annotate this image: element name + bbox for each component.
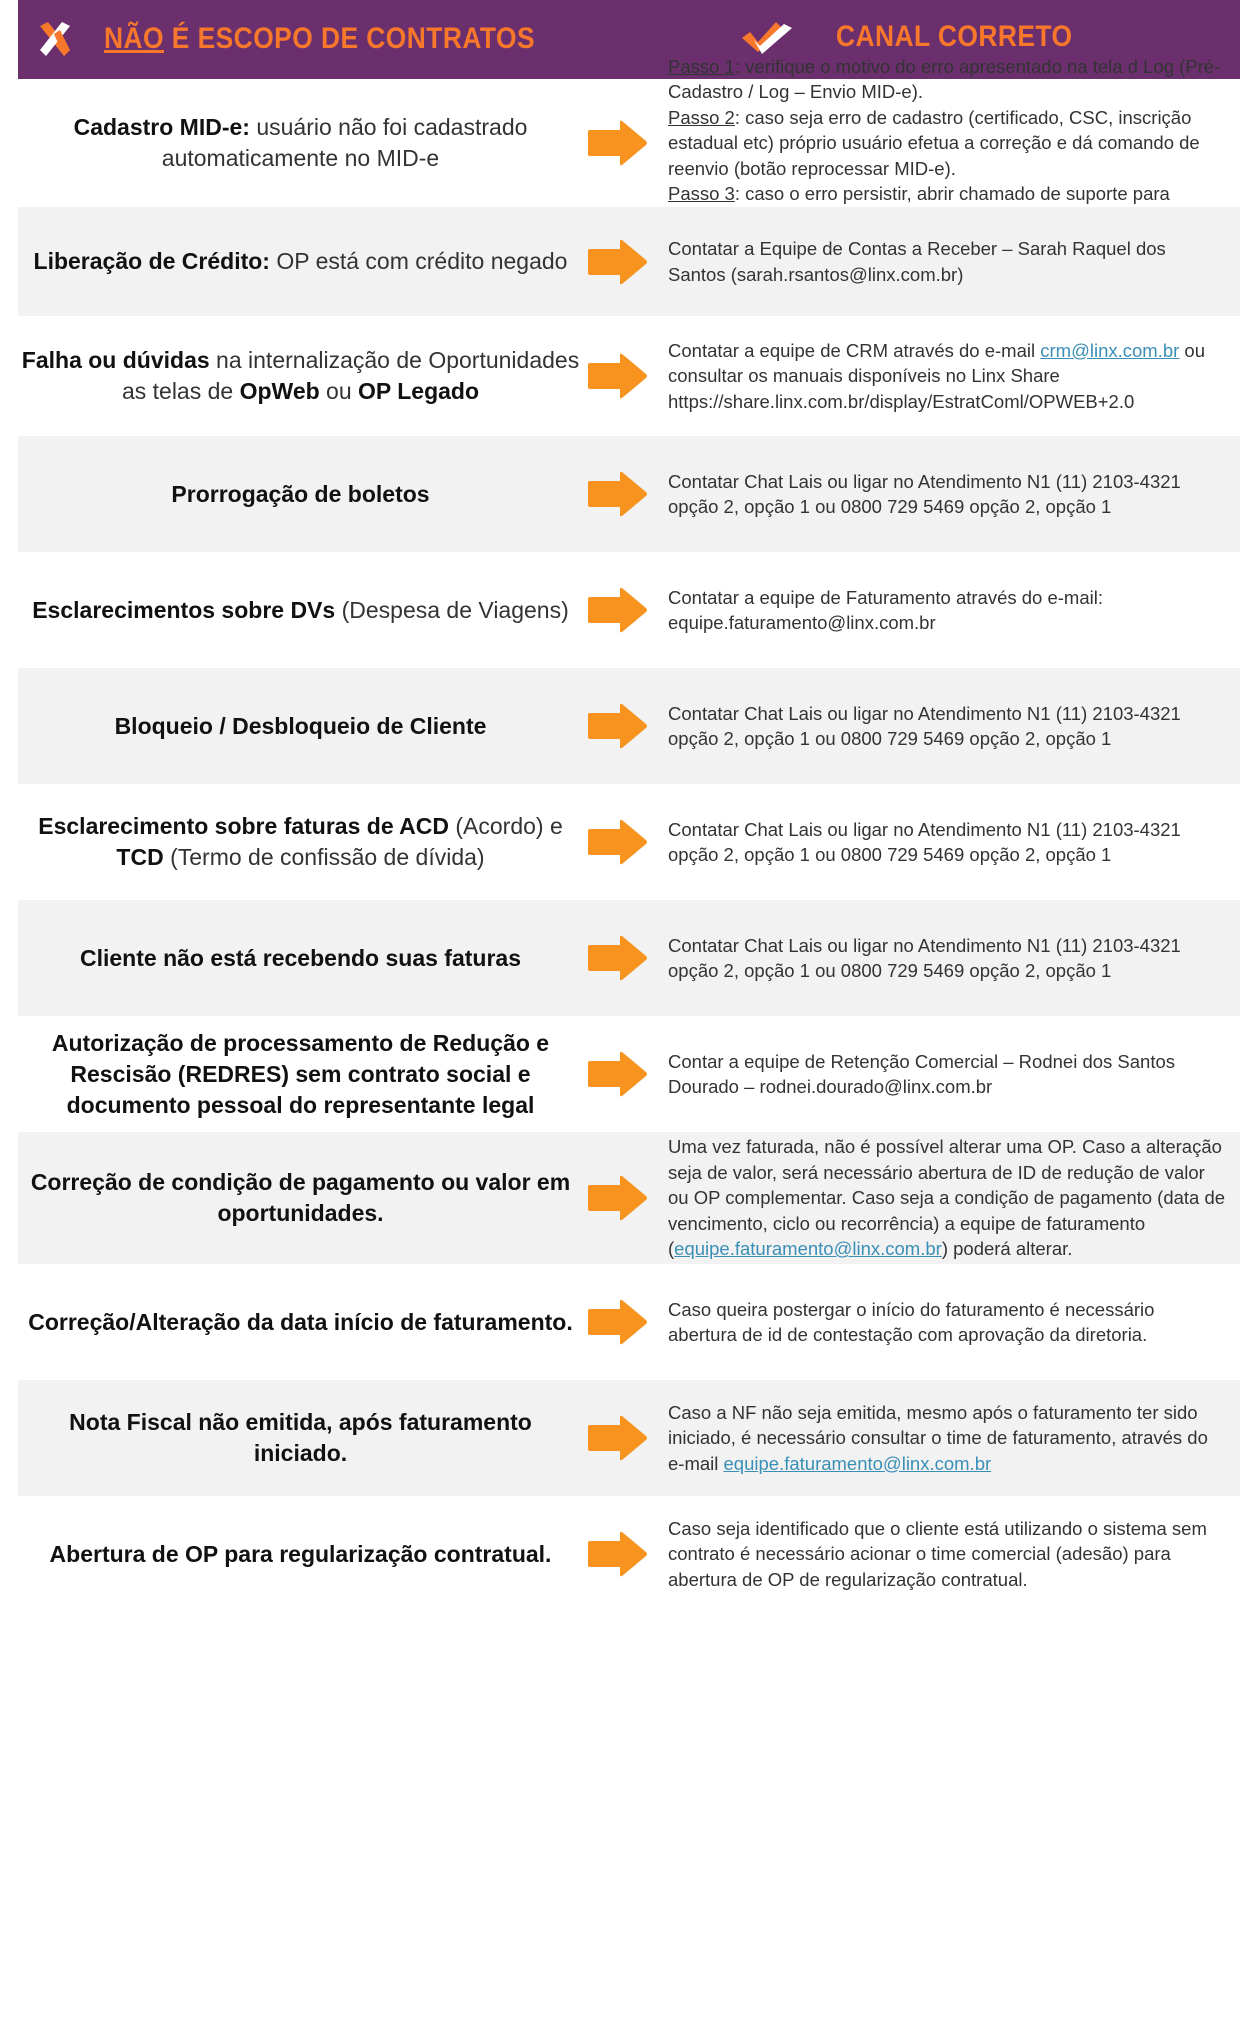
arrow-right-icon [586, 935, 648, 981]
channel-cell [668, 1016, 1233, 1132]
arrow-right-icon [586, 471, 648, 517]
issue-title: Cliente não está recebendo suas faturas [80, 944, 521, 971]
issue-cell [18, 1264, 583, 1380]
table-row [18, 1380, 1240, 1496]
header-left [36, 20, 594, 58]
table-row [18, 900, 1240, 1016]
channel-text: Contar a equipe de Retenção Comercial – Rodnei dos Santos Dourado – rodnei.dourado@linx.com.br [668, 1050, 1176, 1097]
issue-cell [18, 552, 583, 668]
channel-text: Uma vez faturada, não é possível alterar uma OP. Caso a alteração seja de valor, será necessário abertura de ID de redução de valor ou OP complementar. Caso seja a condição de pagamento (data de vencimento, ciclo ou recorrência) a equipe de faturamento ( [668, 1136, 1226, 1260]
arrow-right-icon [586, 1531, 648, 1577]
issue-tcd: TCD [116, 844, 164, 870]
issue-title: Correção/Alteração da data início de faturamento. [28, 1308, 573, 1335]
channel-cell [668, 552, 1233, 668]
issue-cell [18, 1016, 583, 1132]
table-row [18, 1016, 1240, 1132]
step-1-text: : verifique o motivo do erro apresentado na tela d Log (Pré-Cadastro / Log – Envio MID-e). [668, 55, 1221, 103]
step-2-label: Passo 2 [668, 106, 735, 128]
issue-desc: usuário não foi cadastrado automaticamente no MID-e [161, 114, 528, 171]
channel-cell [668, 1380, 1233, 1496]
channel-cell [668, 207, 1233, 316]
header-right [740, 20, 1105, 54]
table-row [18, 436, 1240, 552]
issue-title: Esclarecimentos sobre DVs [32, 596, 336, 623]
arrow-right-icon [586, 239, 648, 285]
issue-title: Correção de condição de pagamento ou valor em oportunidades. [30, 1169, 571, 1226]
issue-cell [18, 1496, 583, 1612]
channel-text: Contatar Chat Lais ou ligar no Atendimento N1 (11) 2103-4321 opção 2, opção 1 ou 0800 729 5469 opção 2, opção 1 [668, 702, 1181, 749]
arrow-right-icon [586, 1299, 648, 1345]
issue-desc: (Acordo) e [448, 813, 563, 839]
table-row [18, 1132, 1240, 1264]
header-right-title: CANAL CORRETO [836, 20, 1073, 53]
table-row [18, 316, 1240, 436]
arrow-right-icon [586, 353, 648, 399]
channel-text: Caso a NF não seja emitida, mesmo após o faturamento ter sido iniciado, é necessário consultar o time de faturamento, através do e-mail [668, 1401, 1208, 1474]
table-row [18, 552, 1240, 668]
channel-cell [668, 1496, 1233, 1612]
issue-title: Abertura de OP para regularização contratual. [49, 1540, 552, 1567]
double-check-icon [740, 20, 796, 54]
channel-cell [668, 900, 1233, 1016]
step-3-label: Passo 3 [668, 183, 735, 205]
issue-cell [18, 207, 583, 316]
channel-cell [668, 668, 1233, 784]
channel-cell [668, 1132, 1233, 1264]
channel-text: Caso seja identificado que o cliente está utilizando o sistema sem contrato é necessário acionar o time comercial (adesão) para abertura de OP de regularização contratual. [668, 1517, 1207, 1590]
issue-desc-or: ou [319, 378, 359, 404]
channel-cell [668, 316, 1233, 436]
issue-cell [18, 1132, 583, 1264]
step-1-label: Passo 1 [668, 55, 735, 77]
issue-title: Liberação de Crédito: [33, 248, 270, 274]
issue-cell [18, 668, 583, 784]
issue-cell [18, 784, 583, 900]
issue-desc: (Despesa de Viagens) [335, 596, 569, 623]
issue-title: Cadastro MID-e: [73, 114, 250, 140]
faturamento-email-link[interactable]: equipe.faturamento@linx.com.br [674, 1238, 942, 1260]
issue-title: Nota Fiscal não emitida, após faturamento iniciado. [69, 1409, 532, 1466]
table-row [18, 55, 1240, 207]
table-row [18, 1264, 1240, 1380]
issue-cell [18, 1380, 583, 1496]
arrow-right-icon [586, 1051, 648, 1097]
channel-text: Contatar Chat Lais ou ligar no Atendimento N1 (11) 2103-4321 opção 2, opção 1 ou 0800 729 5469 opção 2, opção 1 [668, 934, 1181, 981]
issue-cell [18, 316, 583, 436]
step-2-text: : caso seja erro de cadastro (certificado, CSC, inscrição estadual etc) próprio usuário efetua a correção e dá comando de reenvio (botão reprocessar MID-e). [668, 106, 1200, 179]
arrow-right-icon [586, 120, 648, 166]
x-mark-icon [36, 20, 74, 58]
table-row [18, 784, 1240, 900]
channel-text: Contatar a equipe de Faturamento através do e-mail: equipe.faturamento@linx.com.br [668, 586, 1103, 633]
issue-title: Autorização de processamento de Redução e Rescisão (REDRES) sem contrato social e documento pessoal do representante legal [51, 1029, 550, 1118]
channel-cell [668, 784, 1233, 900]
header-left-title [104, 22, 535, 56]
channel-text-post: ) poderá alterar. [941, 1238, 1073, 1260]
header-left-title-underlined: NÃO [104, 22, 164, 55]
step-3-text: : caso o erro persistir, abrir chamado de suporte para [734, 183, 1170, 205]
arrow-right-icon [586, 703, 648, 749]
issue-title: Bloqueio / Desbloqueio de Cliente [114, 712, 487, 739]
issue-title: Falha ou dúvidas [21, 347, 210, 373]
channel-text-post: ou consultar os manuais disponíveis no Linx Share https://share.linx.com.br/display/EstratComl/OPWEB+2.0 [668, 339, 1206, 412]
arrow-right-icon [586, 1175, 648, 1221]
channel-text: Contatar Chat Lais ou ligar no Atendimento N1 (11) 2103-4321 opção 2, opção 1 ou 0800 729 5469 opção 2, opção 1 [668, 470, 1181, 517]
channel-cell [668, 436, 1233, 552]
arrow-right-icon [586, 1415, 648, 1461]
issue-op-legado: OP Legado [358, 378, 480, 404]
issue-cell [18, 900, 583, 1016]
header-left-title-rest: É ESCOPO DE CONTRATOS [163, 22, 536, 55]
faturamento-email-link[interactable]: equipe.faturamento@linx.com.br [723, 1452, 992, 1474]
issue-desc-tcd: (Termo de confissão de dívida) [163, 844, 485, 870]
crm-email-link[interactable]: crm@linx.com.br [1040, 339, 1180, 361]
table-row [18, 207, 1240, 316]
issue-opweb: OpWeb [239, 378, 320, 404]
channel-text: Caso queira postergar o início do faturamento é necessário abertura de id de contestação com aprovação da diretoria. [668, 1298, 1155, 1345]
issue-cell [18, 436, 583, 552]
table-row [18, 1496, 1240, 1612]
channel-cell [668, 55, 1233, 207]
issue-desc: OP está com crédito negado [269, 248, 568, 274]
table-row [18, 668, 1240, 784]
arrow-right-icon [586, 587, 648, 633]
arrow-right-icon [586, 819, 648, 865]
issue-cell [18, 79, 583, 207]
channel-text: Contatar Chat Lais ou ligar no Atendimento N1 (11) 2103-4321 opção 2, opção 1 ou 0800 729 5469 opção 2, opção 1 [668, 818, 1181, 865]
channel-text: Contatar a Equipe de Contas a Receber – Sarah Raquel dos Santos (sarah.rsantos@linx.com.br) [668, 238, 1166, 285]
channel-text: Contatar a equipe de CRM através do e-mail [668, 339, 1041, 361]
issue-title: Prorrogação de boletos [171, 480, 430, 507]
issue-desc: na internalização de Oportunidades as telas de [121, 347, 580, 404]
issue-title: Esclarecimento sobre faturas de ACD [38, 813, 449, 839]
channel-cell [668, 1264, 1233, 1380]
